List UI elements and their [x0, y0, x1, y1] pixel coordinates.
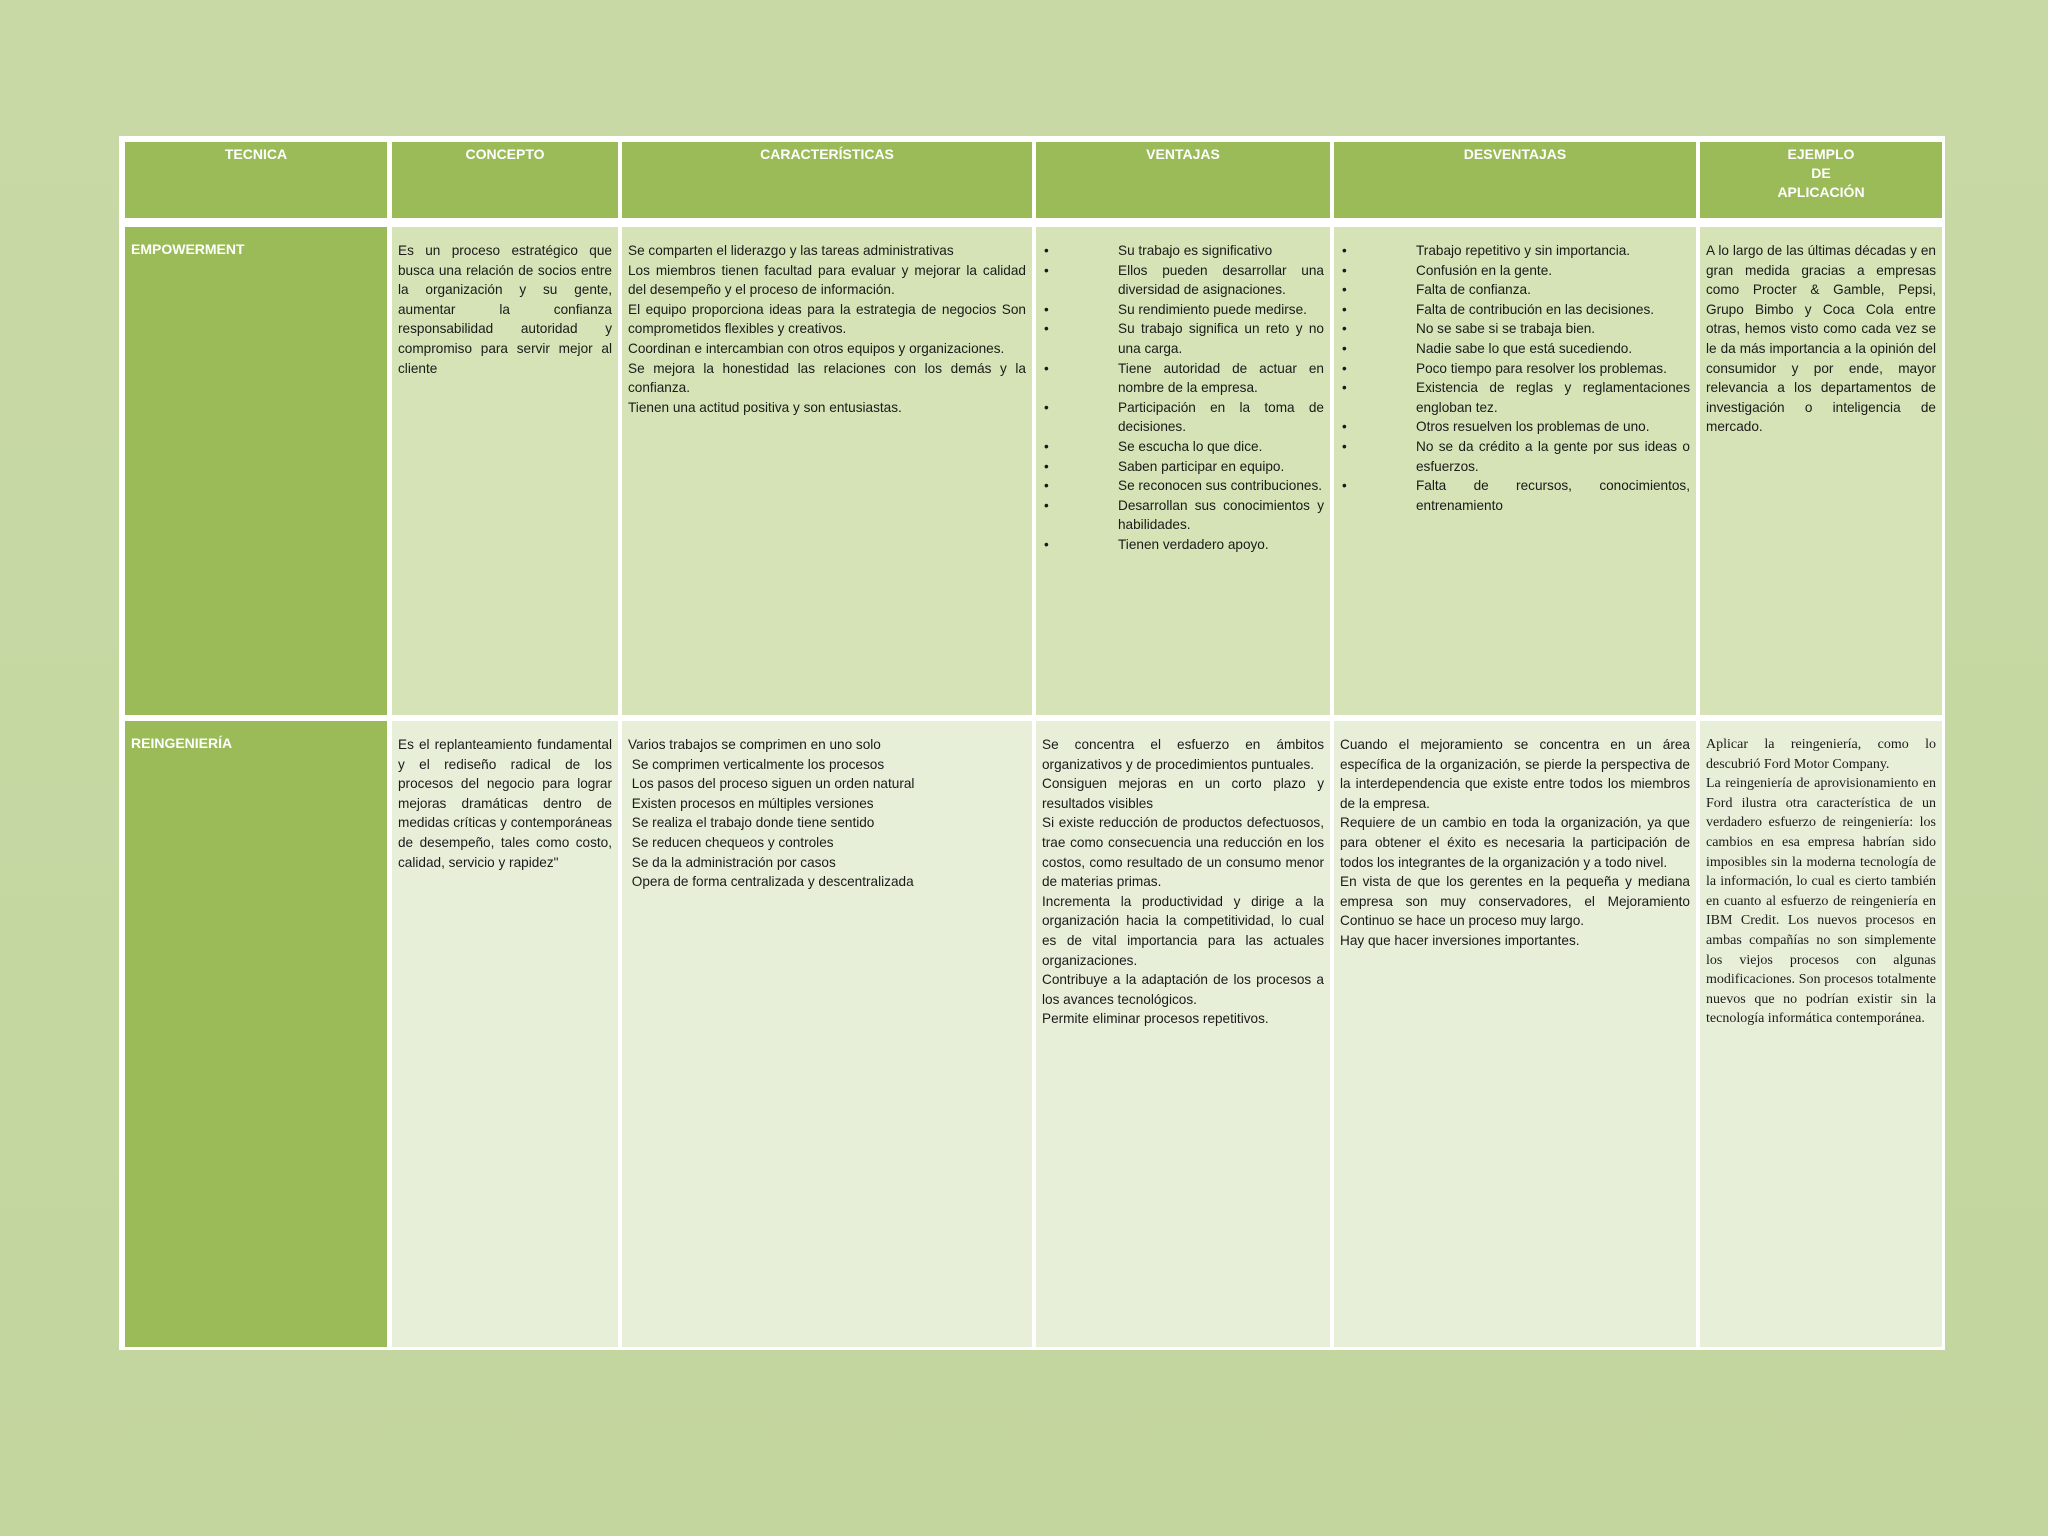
ventaja-paragraph: Consiguen mejoras en un corto plazo y resultados visibles [1042, 776, 1324, 811]
caracteristica-item: Se comprimen verticalmente los procesos [628, 756, 885, 772]
row-empowerment-concepto [392, 227, 618, 715]
row-reingenieria-tecnica [125, 721, 387, 1347]
header-tecnica-label: TECNICA [224, 146, 288, 162]
row-reingenieria-ejemplo [1700, 721, 1942, 1347]
header-desventajas [1334, 142, 1696, 218]
ventaja-item: • Su trabajo significa un reto y no una carga. [1042, 319, 1324, 358]
row-empowerment-ejemplo [1700, 227, 1942, 715]
row-empowerment-caracteristicas [622, 227, 1032, 715]
tecnica-label: REINGENIERÍA [131, 735, 233, 751]
caracteristica-item: Se comparten el liderazgo y las tareas administrativas [628, 243, 954, 258]
header-ventajas [1036, 142, 1330, 218]
ventaja-item: • Participación en la toma de decisiones. [1042, 398, 1324, 437]
caracteristica-item: Opera de forma centralizada y descentralizada [628, 874, 914, 890]
ventaja-paragraph: Incrementa la productividad y dirige a la organización hacia la competitividad, lo cual es de vital importancia para las actuales organizaciones. [1042, 893, 1324, 968]
ventaja-item: • Su rendimiento puede medirse. [1042, 300, 1324, 320]
ventaja-paragraph: Si existe reducción de productos defectuosos, trae como consecuencia una reducción en los costos, como resultado de un consumo menor de materias primas. [1042, 815, 1324, 890]
header-ejemplo [1700, 142, 1942, 218]
header-concepto-label: CONCEPTO [465, 146, 545, 162]
desventaja-paragraph: Hay que hacer inversiones importantes. [1340, 932, 1580, 948]
concepto-text: Es un proceso estratégico que busca una relación de socios entre la organización y su gente, aumentar la confianza responsabilidad autoridad y compromiso para servir mejor al cliente [398, 243, 612, 376]
ejemplo-text: A lo largo de las últimas décadas y en gran medida gracias a empresas como Procter & Gamble, Pepsi, Grupo Bimbo y Coca Cola entre otras, hemos visto como cada vez se le da más importancia a la opinión del consumidor y por ende, mayor relevancia a los departamentos de investigación o inteligencia de mercado. [1706, 243, 1936, 435]
row-reingenieria-caracteristicas [622, 721, 1032, 1347]
desventaja-item: • No se sabe si se trabaja bien. [1340, 319, 1690, 339]
caracteristica-item: Se da la administración por casos [628, 854, 836, 870]
ventaja-item: • Tienen verdadero apoyo. [1042, 535, 1324, 555]
desventaja-item: • Falta de contribución en las decisiones. [1340, 300, 1690, 320]
caracteristica-item: Se reducen chequeos y controles [628, 834, 834, 850]
header-ventajas-label: VENTAJAS [1146, 146, 1220, 162]
caracteristica-item: Tienen una actitud positiva y son entusiastas. [628, 399, 902, 415]
ejemplo-paragraph: Aplicar la reingeniería, como lo descubrió Ford Motor Company. [1706, 737, 1936, 772]
desventaja-item: • No se da crédito a la gente por sus ideas o esfuerzos. [1340, 437, 1690, 476]
tecnica-label: EMPOWERMENT [131, 241, 245, 257]
desventaja-item: • Falta de recursos, conocimientos, entrenamiento [1340, 476, 1690, 515]
ventaja-item: • Su trabajo es significativo [1042, 241, 1324, 261]
header-tecnica [125, 142, 387, 218]
ventajas-list [1042, 241, 1324, 555]
row-reingenieria-desventajas [1334, 721, 1696, 1347]
row-empowerment-tecnica [125, 227, 387, 715]
caracteristica-item: Los miembros tienen facultad para evaluar y mejorar la calidad del desempeño y el proceso de información. [628, 262, 1026, 298]
ventaja-item: • Se reconocen sus contribuciones. [1042, 476, 1324, 496]
header-desventajas-label: DESVENTAJAS [1463, 146, 1567, 162]
desventajas-list [1340, 241, 1690, 515]
desventaja-item: • Trabajo repetitivo y sin importancia. [1340, 241, 1690, 261]
row-empowerment-ventajas [1036, 227, 1330, 715]
ventaja-paragraph: Se concentra el esfuerzo en ámbitos organizativos y de procedimientos puntuales. [1042, 737, 1324, 772]
ventaja-paragraph: Contribuye a la adaptación de los procesos a los avances tecnológicos. [1042, 972, 1324, 1007]
row-reingenieria-ventajas [1036, 721, 1330, 1347]
caracteristica-item: Los pasos del proceso siguen un orden natural [628, 776, 915, 792]
caracteristica-item: Se mejora la honestidad las relaciones con los demás y la confianza. [628, 360, 1026, 396]
desventaja-paragraph: Cuando el mejoramiento se concentra en un área específica de la organización, se pierde la perspectiva de la interdependencia que existe entre todos los miembros de la empresa. [1340, 737, 1690, 811]
header-ejemplo-line2: DE [1811, 165, 1831, 181]
caracteristica-item: Varios trabajos se comprimen en uno solo [628, 737, 881, 752]
ventaja-item: • Se escucha lo que dice. [1042, 437, 1324, 457]
header-caracteristicas-label: CARACTERÍSTICAS [760, 146, 894, 162]
header-caracteristicas [622, 142, 1032, 218]
ventaja-item: • Ellos pueden desarrollar una diversidad de asignaciones. [1042, 261, 1324, 300]
desventaja-paragraph: En vista de que los gerentes en la pequeña y mediana empresa son muy conservadores, el Mejoramiento Continuo se hace un proceso muy largo. [1340, 874, 1690, 929]
ventaja-item: • Tiene autoridad de actuar en nombre de la empresa. [1042, 359, 1324, 398]
caracteristica-item: El equipo proporciona ideas para la estrategia de negocios Son comprometidos flexibles y creativos. [628, 301, 1026, 337]
concepto-text: Es el replanteamiento fundamental y el rediseño radical de los procesos del negocio para lograr mejoras dramáticas dentro de medidas críticas y contemporáneas de desempeño, tales como costo, calidad, servicio y rapidez" [398, 737, 612, 870]
desventaja-item: • Falta de confianza. [1340, 280, 1690, 300]
desventaja-paragraph: Requiere de un cambio en toda la organización, ya que para obtener el éxito es necesaria la participación de todos los integrantes de la organización y a todo nivel. [1340, 815, 1690, 870]
row-reingenieria-concepto [392, 721, 618, 1347]
ventaja-paragraph: Permite eliminar procesos repetitivos. [1042, 1011, 1269, 1027]
desventaja-item: • Existencia de reglas y reglamentaciones engloban tez. [1340, 378, 1690, 417]
desventaja-item: • Poco tiempo para resolver los problemas. [1340, 359, 1690, 379]
ventaja-item: • Saben participar en equipo. [1042, 457, 1324, 477]
header-ejemplo-line3: APLICACIÓN [1777, 184, 1865, 200]
desventaja-item: • Otros resuelven los problemas de uno. [1340, 417, 1690, 437]
row-empowerment-desventajas [1334, 227, 1696, 715]
comparison-table [119, 136, 1945, 1350]
ejemplo-paragraph: La reingeniería de aprovisionamiento en Ford ilustra otra característica de un verdadero esfuerzo de reingeniería: los cambios en esa empresa habrían sido imposibles sin la moderna tecnología de la información, lo cual es cierto también en cuanto al esfuerzo de reingeniería en IBM Credit. Los nuevos procesos en ambas compañías no son simplemente los viejos procesos con algunas modificaciones. Son procesos totalmente nuevos que no podrían existir sin la tecnología informática contemporánea. [1706, 776, 1936, 1027]
desventaja-item: • Nadie sabe lo que está sucediendo. [1340, 339, 1690, 359]
header-concepto [392, 142, 618, 218]
desventaja-item: • Confusión en la gente. [1340, 261, 1690, 281]
header-ejemplo-line1: EJEMPLO [1787, 146, 1855, 162]
ventaja-item: • Desarrollan sus conocimientos y habilidades. [1042, 496, 1324, 535]
caracteristica-item: Coordinan e intercambian con otros equipos y organizaciones. [628, 340, 1005, 356]
caracteristica-item: Existen procesos en múltiples versiones [628, 795, 874, 811]
caracteristica-item: Se realiza el trabajo donde tiene sentido [628, 815, 875, 831]
